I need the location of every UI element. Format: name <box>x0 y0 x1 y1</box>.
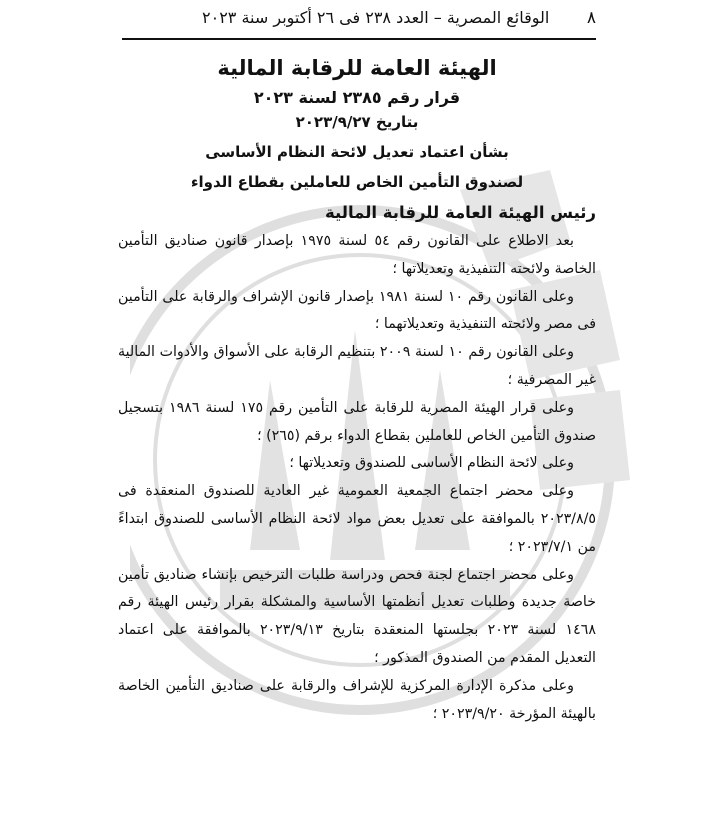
preamble-paragraph: وعلى قرار الهيئة المصرية للرقابة على التأمين رقم ١٧٥ لسنة ١٩٨٦ بتسجيل صندوق التأمين الخاص للعاملين بقطاع الدواء برقم (٢٦٥) ؛ <box>118 399 596 444</box>
decision-date: بتاريخ ٢٠٢٣/٩/٢٧ <box>295 113 419 131</box>
decision-subject <box>118 137 596 197</box>
preamble-paragraph: وعلى محضر اجتماع الجمعية العمومية غير العادية للصندوق المنعقدة فى ٢٠٢٣/٨/٥ بالموافقة على تعديل بعض مواد لائحة النظام الأساسى للصندوق ابتداءً من ٢٠٢٣/٧/١ ؛ <box>118 483 596 555</box>
page-header <box>122 4 596 40</box>
preamble-paragraph: وعلى محضر اجتماع لجنة فحص ودراسة طلبات الترخيص بإنشاء صناديق تأمين خاصة جديدة وطلبات تعديل أنظمتها الأساسية والمشكلة بقرار رئيس الهيئة رقم ١٤٦٨ لسنة ٢٠٢٣ بجلستها المنعقدة بتاريخ ٢٠٢٣/٩/١٣ بالموافقة على اعتماد التعديل المقدم من الصندوق المذكور ؛ <box>118 566 596 666</box>
preamble-paragraph: وعلى لائحة النظام الأساسى للصندوق وتعديلاتها ؛ <box>289 455 574 472</box>
gazette-issue-line: الوقائع المصرية – العدد ٢٣٨ فى ٢٦ أكتوبر سنة ٢٠٢٣ <box>202 8 550 27</box>
preamble-paragraph: وعلى مذكرة الإدارة المركزية للإشراف والرقابة على صناديق التأمين الخاصة بالهيئة المؤرخة ٢٠٢٣/٩/٢٠ ؛ <box>118 677 596 722</box>
subject-line-2: لصندوق التأمين الخاص للعاملين بقطاع الدواء <box>190 173 524 191</box>
preamble-paragraph: وعلى القانون رقم ١٠ لسنة ١٩٨١ بإصدار قانون الإشراف والرقابة على التأمين فى مصر ولائحته التنفيذية وتعديلاتهما ؛ <box>118 288 596 333</box>
decree-body <box>118 56 596 728</box>
preamble-paragraph: وعلى القانون رقم ١٠ لسنة ٢٠٠٩ بتنظيم الرقابة على الأسواق والأدوات المالية غير المصرفية ؛ <box>118 344 596 388</box>
subject-line-1: بشأن اعتماد تعديل لائحة النظام الأساسى <box>205 143 509 161</box>
preamble-paragraph: بعد الاطلاع على القانون رقم ٥٤ لسنة ١٩٧٥ بإصدار قانون صناديق التأمين الخاصة ولائحته التنفيذية وتعديلاتها ؛ <box>118 233 596 277</box>
page-number: ٨ <box>586 8 596 28</box>
authority-title: الهيئة العامة للرقابة المالية <box>217 56 497 80</box>
chair-heading: رئيس الهيئة العامة للرقابة المالية <box>325 203 596 222</box>
decision-number: قرار رقم ٢٣٨٥ لسنة ٢٠٢٣ <box>253 88 461 107</box>
